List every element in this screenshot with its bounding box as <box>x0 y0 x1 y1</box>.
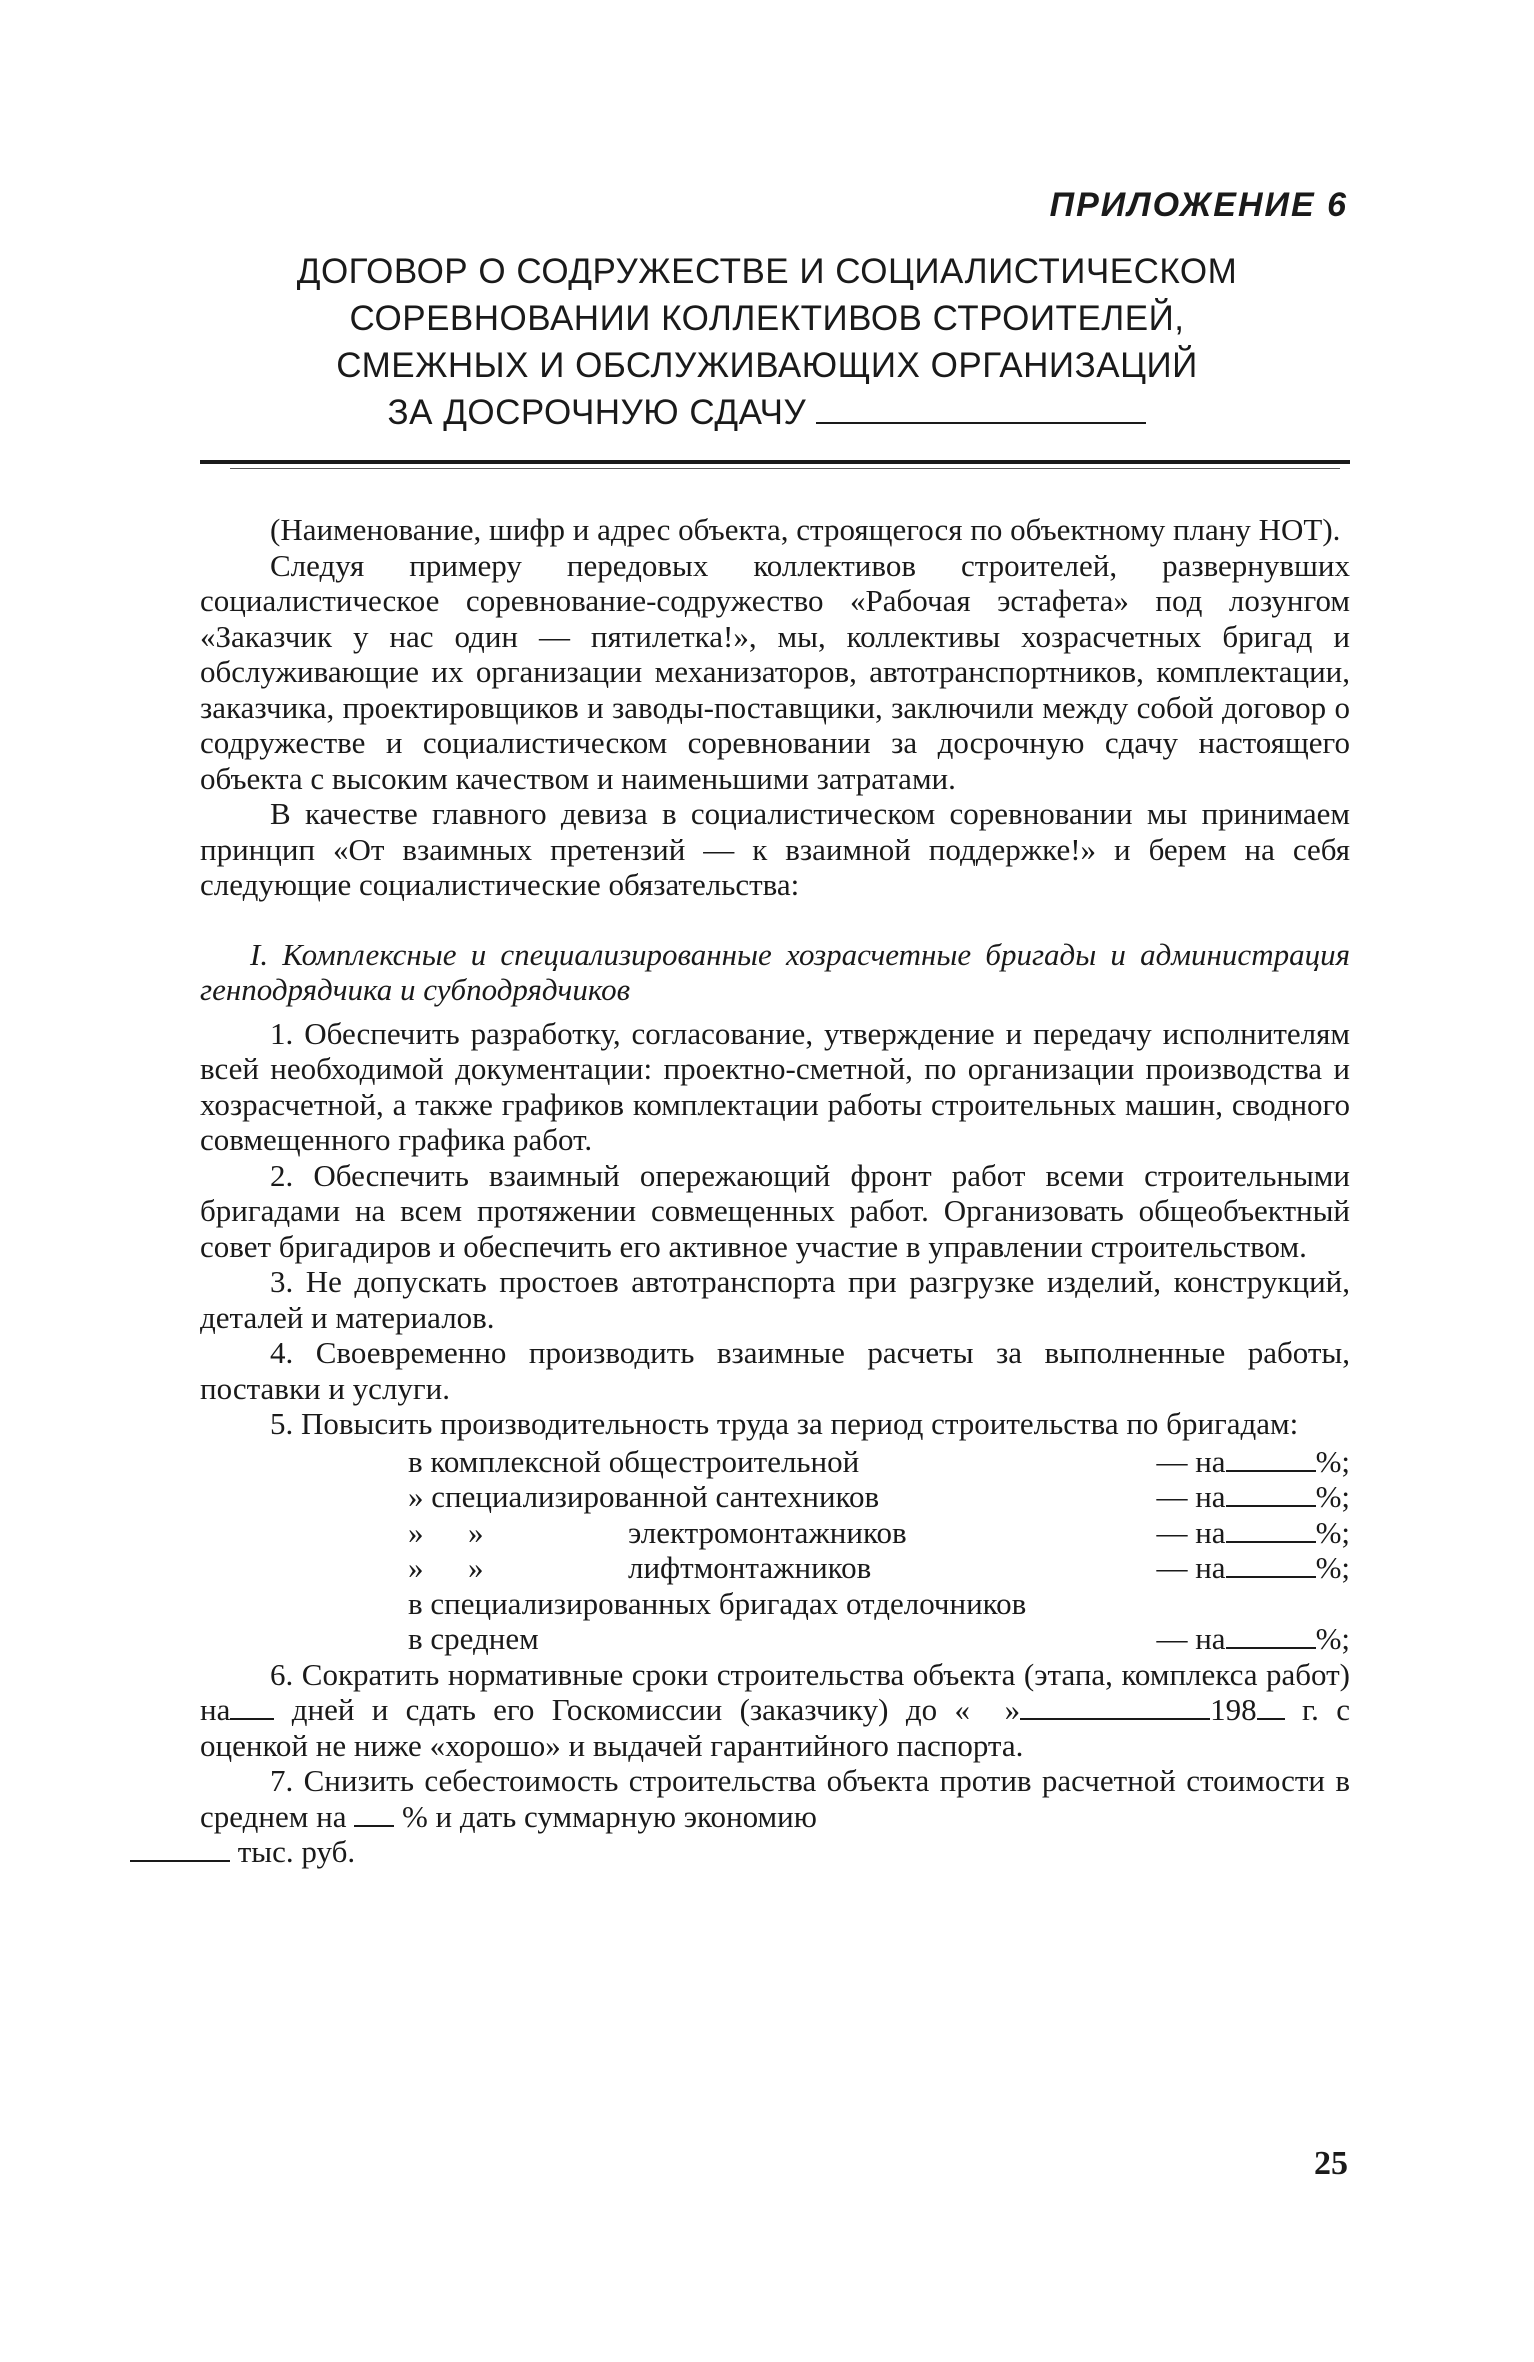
year-blank <box>1257 1718 1285 1720</box>
percent-blank <box>1226 1470 1316 1472</box>
days-blank <box>230 1718 274 1720</box>
savings-blank <box>130 1860 230 1862</box>
ditto-mark: » <box>468 1550 484 1585</box>
brigade-name: в среднем <box>408 1621 539 1656</box>
percent-sign: %; <box>1315 1514 1350 1550</box>
list-item <box>408 1479 1350 1515</box>
percent-blank <box>354 1825 394 1827</box>
ditto-mark: » <box>408 1514 424 1550</box>
brigade-name: в комплексной общестроительной <box>408 1443 860 1479</box>
date-blank <box>1020 1718 1210 1720</box>
dash-na: — на <box>1156 1443 1226 1479</box>
percent-sign: %; <box>1315 1621 1350 1656</box>
obligation-7-text-b: % и дать суммарную экономию <box>401 1798 817 1834</box>
dash-na: — на <box>1156 1479 1226 1514</box>
intro-paragraph-2: В качестве главного девиза в социалистическом соревновании мы принимаем принцип «От взаимных претензий — к взаимной поддержке!» и берем на себя следующие социалистические обязательства: <box>200 796 1350 902</box>
dash-na: — на <box>1156 1514 1226 1550</box>
brigade-name <box>408 1515 1156 1551</box>
brigade-name <box>408 1550 1156 1586</box>
title-line-3: СМЕЖНЫХ И ОБСЛУЖИВАЮЩИХ ОРГАНИЗАЦИЙ <box>336 346 1198 385</box>
document-body <box>200 512 1350 1870</box>
list-item <box>408 1621 1350 1657</box>
title-line-4-text: ЗА ДОСРОЧНУЮ СДАЧУ <box>387 393 807 432</box>
brigade-list <box>408 1444 1350 1657</box>
obligation-5: 5. Повысить производительность труда за период строительства по бригадам: <box>270 1406 1299 1441</box>
brigade-target <box>1156 1621 1350 1657</box>
percent-blank <box>1226 1505 1316 1507</box>
brigade-name-text: электромонтажников <box>628 1514 907 1550</box>
percent-blank <box>1226 1576 1316 1578</box>
obligation-2: 2. Обеспечить взаимный опережающий фронт работ всеми строительными бригадами на всем протяжении совмещенных работ. Организовать общеобъектный совет бригадиров и обеспечить его активное участие в управлении строительством. <box>200 1157 1350 1264</box>
obligation-7-text-c: тыс. руб. <box>237 1834 356 1869</box>
obligation-3: 3. Не допускать простоев автотранспорта при разгрузке изделий, конструкций, деталей и материалов. <box>200 1264 1350 1335</box>
header-rule <box>200 460 1350 464</box>
ditto-mark: » <box>468 1514 484 1550</box>
list-item <box>408 1515 1350 1551</box>
obligation-6-text-a: 6. Сократить нормативные сроки строительства объекта (этапа, комплекса работ) на <box>200 1656 1350 1727</box>
dash-na: — на <box>1156 1621 1226 1656</box>
title-line-2: СОРЕВНОВАНИИ КОЛЛЕКТИВОВ СТРОИТЕЛЕЙ, <box>349 299 1185 338</box>
obligation-7 <box>200 1763 1350 1870</box>
obligation-6-text-e: г. с оценкой не ниже «хорошо» и выдачей гарантийного паспорта. <box>200 1692 1351 1763</box>
percent-blank <box>1226 1541 1316 1543</box>
intro-note: (Наименование, шифр и адрес объекта, строящегося по объектному плану НОТ). <box>270 512 1341 547</box>
percent-sign: %; <box>1315 1479 1350 1514</box>
intro-paragraph-1: Следуя примеру передовых коллективов строителей, развернувших социалистическое соревнование-содружество «Рабочая эстафета» под лозунгом «Заказчик у нас один — пятилетка!», мы, коллективы хозрасчетных бригад и обслуживающие их организации механизаторов, автотранспортников, комплектации, заказчика, проектировщиков и заводы-поставщики, заключили между собой договор о содружестве и социалистическом соревновании за досрочную сдачу настоящего объекта с высоким качеством и наименьшими затратами. <box>200 547 1350 796</box>
object-name-blank <box>816 422 1146 424</box>
brigade-name: » специализированной сантехников <box>408 1479 880 1514</box>
obligation-6 <box>200 1657 1350 1764</box>
brigade-target <box>1156 1444 1350 1480</box>
obligation-4: 4. Своевременно производить взаимные расчеты за выполненные работы, поставки и услуги. <box>200 1335 1350 1406</box>
list-item <box>408 1586 1350 1622</box>
brigade-target <box>1156 1479 1350 1515</box>
header-rule-thin <box>230 468 1340 469</box>
obligation-6-text-b: дней и сдать его Госкомиссии (заказчику) до « <box>291 1692 970 1727</box>
brigade-target <box>1156 1515 1350 1551</box>
obligation-6-text-c: » <box>1004 1692 1021 1727</box>
list-item <box>408 1550 1350 1586</box>
document-title <box>160 248 1374 436</box>
ditto-mark: » <box>408 1550 424 1585</box>
title-line-4 <box>160 389 1374 436</box>
section-heading: I. Комплексные и специализированные хозрасчетные бригады и администрация генподрядчика и субподрядчиков <box>200 936 1350 1007</box>
obligation-7-text-a: 7. Снизить себестоимость строительства объекта против расчетной стоимости в среднем на <box>200 1763 1350 1834</box>
percent-blank <box>1226 1647 1316 1649</box>
brigade-target <box>1156 1550 1350 1586</box>
brigade-name-text: лифтмонтажников <box>628 1550 872 1585</box>
percent-sign: %; <box>1315 1443 1350 1479</box>
list-item <box>408 1444 1350 1480</box>
title-line-1: ДОГОВОР О СОДРУЖЕСТВЕ И СОЦИАЛИСТИЧЕСКОМ <box>296 252 1238 291</box>
brigade-name: в специализированных бригадах отделочников <box>408 1585 1027 1621</box>
dash-na: — на <box>1156 1550 1226 1585</box>
obligation-6-year: 198 <box>1210 1692 1257 1727</box>
obligation-1: 1. Обеспечить разработку, согласование, утверждение и передачу исполнителям всей необходимой документации: проектно-сметной, по организации производства и хозрасчетной, а также графиков комплектации работы строительных машин, сводного совмещенного графика работ. <box>200 1015 1350 1157</box>
appendix-label: ПРИЛОЖЕНИЕ 6 <box>1049 186 1348 224</box>
percent-sign: %; <box>1315 1550 1350 1585</box>
page-number: 25 <box>1314 2145 1348 2182</box>
